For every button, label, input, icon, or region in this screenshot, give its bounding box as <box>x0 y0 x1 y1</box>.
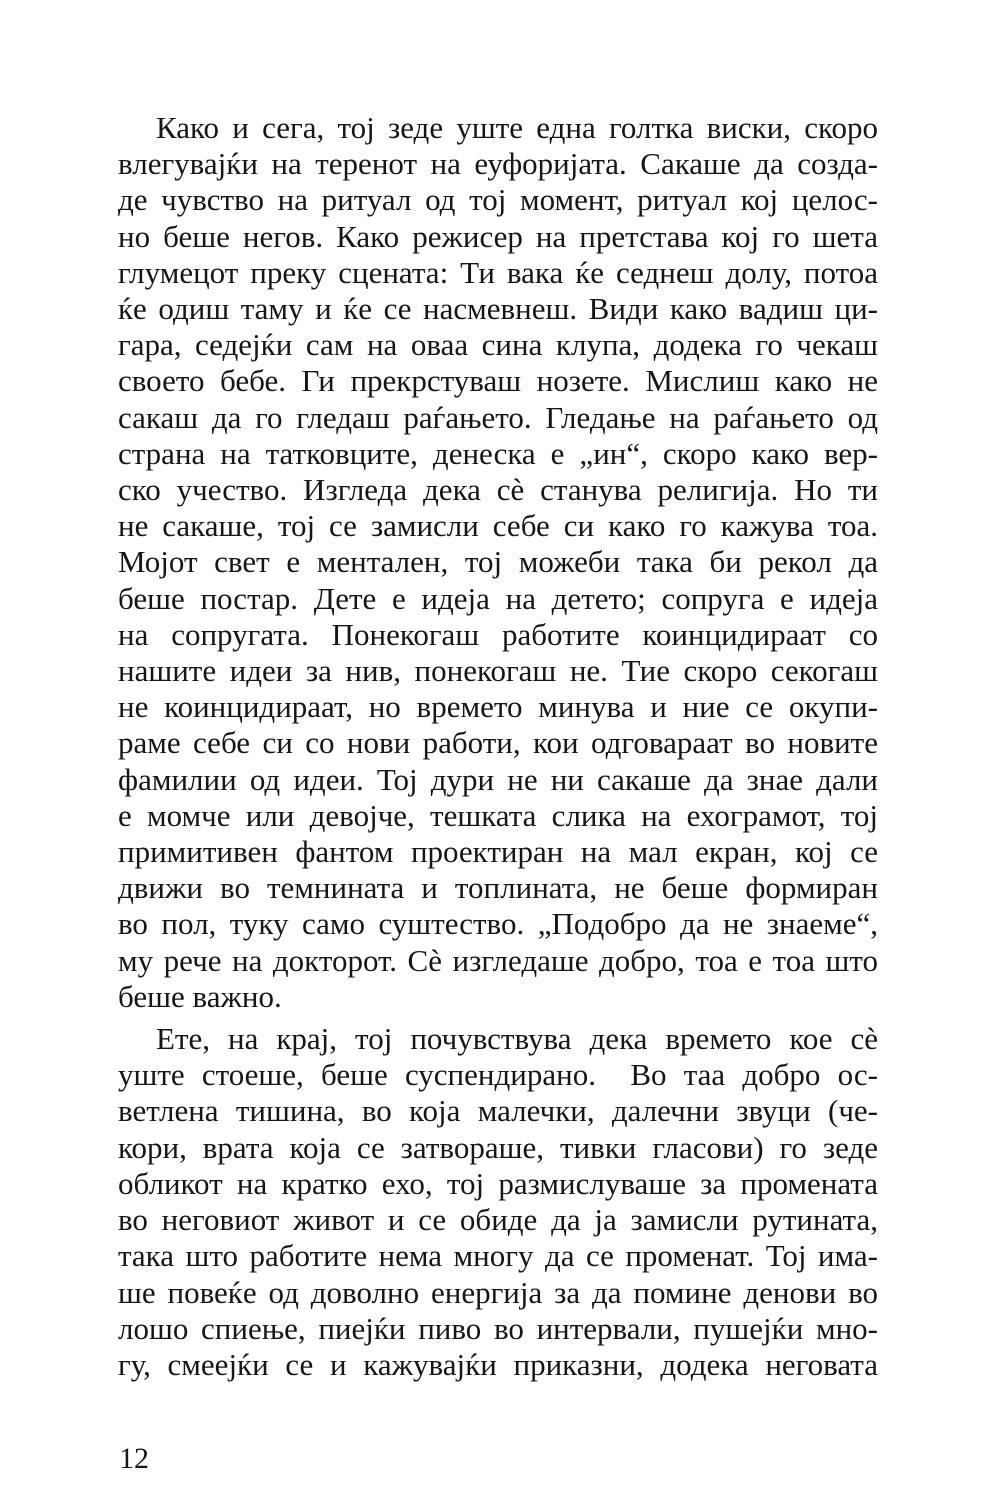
text-line: ќе одиш таму и ќе се насмевнеш. Види како вадиш ци- <box>118 291 878 327</box>
text-line: но беше негов. Како режисер на претстава кој го шета <box>118 218 878 254</box>
text-line: не коинцидираат, но времето минува и ние се окупи- <box>118 689 878 725</box>
text-line: ско учество. Изгледа дека сѐ станува религија. Но ти <box>118 472 878 508</box>
text-line: глумецот преку сцената: Ти вака ќе седнеш долу, потоа <box>118 254 878 290</box>
paragraph <box>118 1021 878 1383</box>
text-line: сакаш да го гледаш раѓањето. Гледање на раѓањето од <box>118 399 878 435</box>
text-line: ше повеќе од доволно енергија за да помине денови во <box>118 1274 878 1310</box>
text-line: на сопругата. Понекогаш работите коинцидираат со <box>118 616 878 652</box>
text-line: Како и сега, тој зеде уште една голтка виски, скоро <box>156 110 878 145</box>
text-line: Ете, на крај, тој почувствува дека времето кое сѐ <box>156 1021 878 1057</box>
text-line: му рече на докторот. Сѐ изгледаше добро, тоа е тоа што <box>118 942 878 978</box>
paragraph <box>118 110 878 1015</box>
text-line: така што работите нема многу да се променат. Тој има- <box>118 1238 878 1274</box>
text-block <box>118 110 878 1383</box>
text-line: раме себе си со нови работи, кои одговараат во новите <box>118 725 878 761</box>
text-line: движи во темнината и топлината, не беше формиран <box>118 870 878 906</box>
text-line: гара, седејќи сам на оваа сина клупа, додека го чекаш <box>118 327 878 363</box>
text-line: влегувајќи на теренот на еуфоријата. Сакаше да созда- <box>118 146 878 182</box>
text-line: гу, смеејќи се и кажувајќи приказни, додека неговата <box>118 1346 878 1382</box>
text-line: кори, врата која се затвораше, тивки гласови) го зеде <box>118 1129 878 1165</box>
page-number: 12 <box>119 1442 149 1475</box>
text-line: де чувство на ритуал од тој момент, ритуал кој целос- <box>118 182 878 218</box>
text-line: во пол, туку само суштество. „Подобро да не знаеме“, <box>118 906 878 942</box>
text-line: беше важно. <box>118 978 282 1014</box>
text-line: лошо спиење, пиејќи пиво во интервали, пушејќи мно- <box>118 1310 878 1346</box>
text-line: примитивен фантом проектиран на мал екран, кој се <box>118 834 878 870</box>
text-line: во неговиот живот и се обиде да ја замисли рутината, <box>118 1202 878 1238</box>
text-line: е момче или девојче, тешката слика на ехограмот, тој <box>118 797 878 833</box>
text-line: ветлена тишина, во која малечки, далечни звуци (че- <box>118 1093 878 1129</box>
text-line: беше постар. Дете е идеја на детето; сопруга е идеја <box>118 580 878 616</box>
text-line: фамилии од идеи. Тој дури не ни сакаше да знае дали <box>118 761 878 797</box>
text-line: страна на татковците, денеска е „ин“, скоро како вер- <box>118 435 878 471</box>
text-line: обликот на кратко ехо, тој размислуваше за промената <box>118 1165 878 1201</box>
text-line: своето бебе. Ги прекрстуваш нозете. Мислиш како не <box>118 363 878 399</box>
text-line: Мојот свет е ментален, тој можеби така би рекол да <box>118 544 878 580</box>
text-line: уште стоеше, беше суспендирано. Во таа добро ос- <box>118 1057 878 1093</box>
text-line: не сакаше, тој се замисли себе си како го кажува тоа. <box>118 508 878 544</box>
text-line: нашите идеи за нив, понекогаш не. Тие скоро секогаш <box>118 653 878 689</box>
